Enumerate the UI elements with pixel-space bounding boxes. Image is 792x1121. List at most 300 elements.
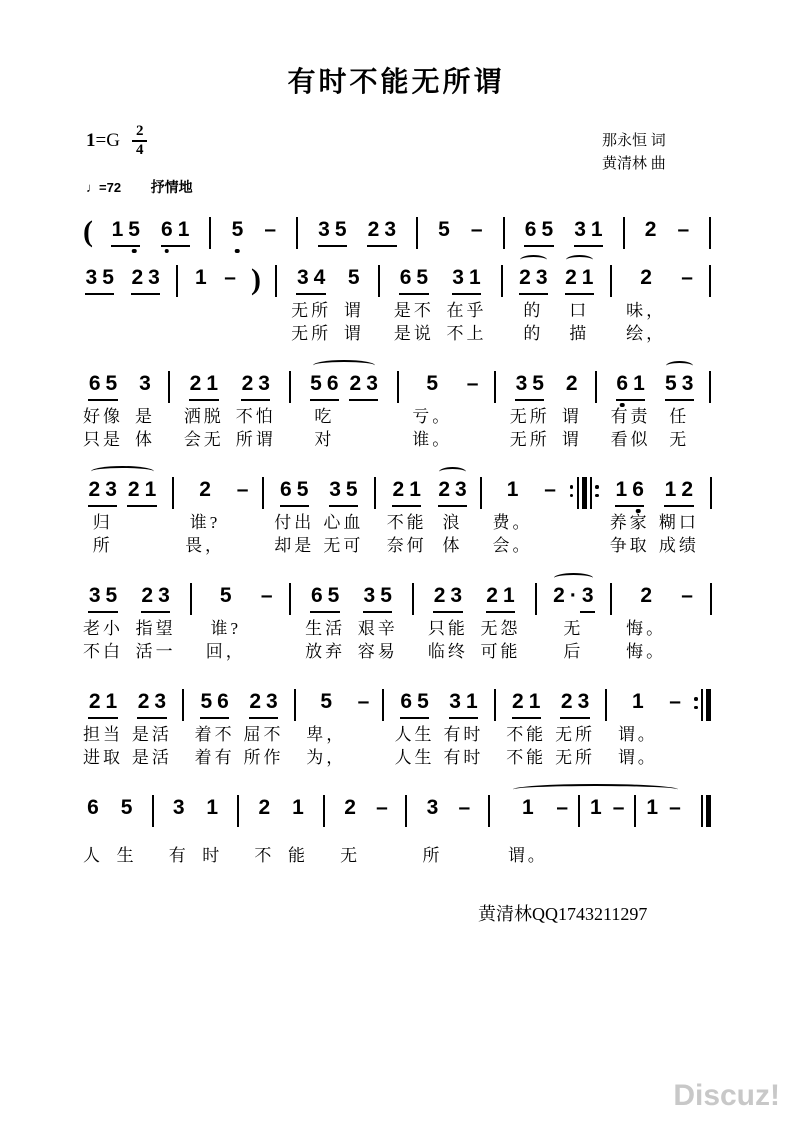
barline	[493, 371, 498, 451]
note-digit: 1	[111, 218, 124, 241]
note-digit: –	[260, 584, 273, 607]
note-digit: 3	[681, 372, 694, 395]
note-group	[132, 689, 172, 769]
note-digit: 2	[640, 584, 652, 607]
bar-line	[289, 371, 291, 403]
lyric: 有	[168, 846, 189, 865]
note-group	[258, 583, 275, 663]
bar-line	[578, 795, 580, 827]
barline	[633, 795, 638, 867]
lyric: 口	[569, 301, 590, 320]
note-group	[355, 689, 372, 769]
bar-line	[610, 265, 612, 297]
barline	[373, 477, 378, 557]
lyric: 时	[202, 846, 223, 865]
note-group	[542, 477, 559, 557]
lyric: 人	[83, 846, 103, 865]
lyric: 味，	[626, 301, 667, 320]
note-group	[109, 217, 142, 251]
note-group	[347, 371, 380, 451]
note-digit: 2	[640, 266, 652, 289]
note-digit: 3	[363, 584, 376, 607]
note-group	[316, 217, 349, 251]
note-digit: 3	[139, 372, 151, 395]
lyric: 无	[669, 430, 690, 449]
note-digit: 3	[577, 690, 590, 713]
note-digit: 5	[532, 372, 544, 395]
discuz-watermark: Discuz!	[673, 1079, 780, 1112]
time-signature	[132, 124, 148, 158]
note-group	[83, 689, 123, 769]
score-line	[80, 251, 716, 345]
note-digit: –	[466, 372, 479, 395]
barline	[609, 583, 614, 663]
note-group	[184, 371, 224, 451]
lyric: 无怨	[480, 619, 521, 638]
note-digit: 2	[438, 478, 451, 501]
note-digit: 5	[102, 266, 114, 289]
note-digit: 3	[574, 218, 586, 241]
note-group	[395, 689, 435, 769]
note-digit: 5	[200, 690, 213, 713]
note-digit: 5	[438, 218, 450, 241]
note-group	[436, 217, 453, 251]
note-group	[659, 477, 699, 557]
lyric: 在乎	[446, 301, 487, 320]
lyric: 容易	[357, 642, 398, 661]
note-group	[229, 217, 246, 251]
lyric: 的	[523, 324, 544, 343]
lyric: 不白	[83, 642, 123, 661]
bar-line	[405, 795, 407, 827]
note-digit: 1	[581, 266, 594, 289]
note-group	[222, 265, 239, 345]
note-group	[374, 795, 391, 867]
note-group	[667, 795, 684, 867]
note-digit: 2	[88, 478, 101, 501]
note-digit: 3	[366, 372, 378, 395]
note-digit: 6	[88, 372, 101, 395]
note-digit: 1	[465, 690, 478, 713]
lyric: 着不	[194, 725, 235, 744]
note-digit: 5	[417, 690, 429, 713]
note-group	[618, 689, 658, 769]
lyric: 指望	[135, 619, 176, 638]
note-digit: 2	[199, 478, 211, 501]
bar-line	[176, 265, 178, 297]
note-digit: 6	[280, 478, 292, 501]
note-digit: 5	[416, 266, 429, 289]
bar-line	[378, 265, 380, 297]
note-digit: 5	[345, 478, 358, 501]
note-digit: 5	[334, 218, 347, 241]
score-line	[80, 569, 716, 663]
note-digit: 2	[512, 690, 524, 713]
note-digit: 1	[144, 478, 157, 501]
parenthesis: (	[83, 215, 93, 248]
note-digit: –	[357, 690, 370, 713]
lyric: 付出	[274, 513, 315, 532]
lyric: 费。	[492, 513, 533, 532]
key-tonic-number: 1	[86, 130, 96, 151]
note-digit: 1	[590, 218, 603, 241]
note-group	[667, 689, 684, 769]
slur-group	[305, 371, 384, 451]
note-group	[510, 371, 550, 451]
lyric: 放弃	[305, 642, 346, 661]
lyric: 无所	[555, 725, 596, 744]
slur-group	[83, 477, 162, 557]
note-group	[480, 583, 520, 663]
barline	[708, 583, 713, 663]
bar-line	[294, 689, 296, 721]
note-digit: 3	[154, 690, 167, 713]
lyric: 后	[563, 642, 584, 661]
note-group	[358, 583, 398, 663]
note-group	[551, 583, 596, 663]
lyric: 活一	[135, 642, 176, 661]
lyric: 担当	[83, 725, 123, 744]
note-group	[610, 477, 650, 557]
note-digit: 6	[326, 372, 339, 395]
note-group	[428, 583, 468, 663]
barline	[404, 795, 409, 867]
bar-line	[172, 477, 174, 509]
lyric: 任	[669, 407, 690, 426]
note-digit: 2	[565, 372, 578, 395]
barline	[533, 583, 538, 663]
repeat-sign	[568, 477, 601, 557]
note-digit: ·	[569, 584, 577, 607]
note-digit: –	[612, 796, 625, 819]
tempo-marking	[86, 177, 193, 197]
lyric: 谓。	[617, 725, 658, 744]
bar-line	[710, 583, 712, 615]
note-digit: 3	[266, 690, 278, 713]
note-digit: 6	[310, 584, 323, 607]
lyric: 有责	[610, 407, 651, 426]
barline	[708, 217, 713, 251]
note-group	[195, 689, 235, 769]
note-group	[506, 689, 546, 769]
note-digit: 1	[502, 584, 515, 607]
note-digit: 6	[630, 477, 647, 503]
note-group	[185, 477, 225, 557]
tempo-value: ♩=72	[86, 180, 122, 195]
note-digit: 6	[524, 218, 537, 241]
bar-line	[382, 689, 384, 721]
bar-line	[275, 265, 277, 297]
bar-line	[190, 583, 192, 615]
lyric: 着有	[194, 748, 235, 767]
note-group	[422, 795, 442, 867]
note-digit: 5	[120, 796, 133, 819]
note-digit: 5	[126, 217, 143, 243]
note-digit: –	[669, 690, 681, 713]
note-digit: 3	[105, 478, 117, 501]
lyric: 悔。	[626, 642, 667, 661]
note-group	[291, 265, 331, 345]
barline	[708, 477, 713, 557]
slur-group	[505, 795, 686, 867]
note-digit: 2	[519, 266, 531, 289]
note-group	[387, 477, 427, 557]
note-digit: 3	[515, 372, 528, 395]
bar-line	[168, 371, 170, 403]
note-group	[117, 795, 137, 867]
note-group	[125, 477, 158, 557]
note-digit: 5	[105, 372, 118, 395]
lyric: 临终	[427, 642, 468, 661]
lyric: 好像	[83, 407, 123, 426]
note-group	[562, 371, 582, 451]
barline	[288, 583, 293, 663]
note-digit: 2	[344, 796, 356, 819]
lyric: 能	[287, 846, 308, 865]
note-group	[626, 265, 666, 345]
lyric: 浪	[442, 513, 463, 532]
lyric: 谓	[561, 407, 582, 426]
lyric: 洒脱	[183, 407, 224, 426]
repeat-sign	[692, 689, 713, 769]
barline	[376, 265, 381, 345]
note-group	[443, 689, 483, 769]
barline	[415, 217, 420, 251]
bar-line	[494, 689, 496, 721]
note-digit: 1	[177, 218, 190, 241]
bar-line	[503, 217, 505, 249]
note-group	[588, 795, 605, 867]
barline	[322, 795, 327, 867]
note-digit: 2	[88, 690, 101, 713]
note-digit: 3	[88, 584, 101, 607]
lyric: 成绩	[658, 536, 699, 555]
note-digit: 2	[349, 372, 362, 395]
lyric: 体	[442, 536, 463, 555]
lyric: 无	[340, 846, 361, 865]
note-digit: 2	[258, 796, 271, 819]
note-group	[129, 265, 162, 345]
note-group	[464, 371, 481, 451]
barline	[501, 217, 506, 251]
lyric: 可能	[480, 642, 521, 661]
lyric: 艰辛	[357, 619, 398, 638]
lyric: 回，	[205, 642, 246, 661]
barline	[274, 265, 279, 345]
note-digit: 1	[409, 478, 421, 501]
note-group	[522, 217, 555, 251]
note-group	[192, 265, 209, 345]
bar-line	[605, 689, 607, 721]
barline	[478, 477, 483, 557]
parenthesis: )	[251, 263, 262, 296]
note-digit: –	[376, 796, 388, 819]
bar-line	[494, 371, 496, 403]
lyric: 谁。	[412, 430, 453, 449]
note-group	[554, 795, 571, 867]
barline	[188, 583, 193, 663]
note-digit: 5	[426, 372, 439, 395]
note-digit: 1	[633, 372, 645, 395]
note-group	[663, 371, 696, 451]
note-digit: 6	[399, 266, 412, 289]
lyricist-credit: 那永恒 词	[602, 133, 666, 149]
note-digit: 3	[258, 372, 270, 395]
lyric: 养家	[609, 513, 650, 532]
note-digit: 1	[521, 796, 534, 819]
note-digit: 2	[553, 584, 565, 607]
bar-line	[610, 583, 612, 615]
barline	[410, 583, 415, 663]
lyric: 心血	[323, 513, 364, 532]
note-group	[169, 795, 189, 867]
repeat-dots	[694, 689, 698, 717]
note-group	[572, 217, 605, 251]
note-digit: 1	[105, 690, 118, 713]
note-digit: 1	[631, 690, 644, 713]
lyric: 畏，	[185, 536, 226, 555]
note-digit: 5	[347, 266, 360, 289]
score-line	[80, 463, 716, 557]
note-group	[344, 265, 364, 345]
note-group	[611, 371, 651, 451]
note-digit: 1	[206, 372, 218, 395]
lyric: 奈何	[386, 536, 427, 555]
note-digit: 3	[172, 796, 185, 819]
note-digit: 3	[426, 796, 439, 819]
bar-line	[595, 371, 597, 403]
barline	[181, 689, 186, 769]
contact-line: 黄清林QQ1743211297	[478, 904, 648, 924]
note-digit: 1	[468, 266, 481, 289]
bar-line	[709, 217, 711, 249]
note-digit: 2	[137, 690, 150, 713]
barline	[171, 477, 176, 557]
note-group	[365, 217, 398, 251]
note-group	[517, 265, 550, 345]
bar-line	[209, 217, 211, 249]
note-digit: 1	[615, 478, 628, 501]
note-digit: 1	[590, 796, 602, 819]
note-digit: 2	[433, 584, 446, 607]
lyric: 老小	[83, 619, 123, 638]
note-group	[274, 477, 314, 557]
note-group	[446, 265, 486, 345]
note-digit: 3	[450, 584, 463, 607]
lyric: 悔。	[626, 619, 667, 638]
lyric: 进取	[83, 748, 123, 767]
lyric: 是说	[393, 324, 434, 343]
lyric: 谓。	[617, 748, 658, 767]
repeat-dots	[570, 477, 574, 505]
note-digit: 6	[87, 796, 99, 819]
lyric: 谓	[561, 430, 582, 449]
bar-line	[374, 477, 376, 509]
expression-marking: 抒情地	[150, 179, 193, 195]
note-group	[436, 477, 469, 557]
bar-line	[709, 371, 711, 403]
note-digit: 3	[318, 218, 330, 241]
note-digit: 5	[219, 584, 232, 607]
note-digit: 2	[127, 478, 140, 501]
note-digit: 2	[241, 372, 254, 395]
note-group	[236, 371, 276, 451]
note-digit: 3	[384, 218, 396, 241]
note-group	[288, 795, 308, 867]
lyric: 谓	[343, 324, 364, 343]
time-signature-denominator: 4	[135, 142, 144, 158]
lyric: 对	[314, 430, 335, 449]
note-digit: 3	[329, 478, 341, 501]
lyric: 无	[563, 619, 584, 638]
bar-line	[237, 795, 239, 827]
note-digit: 1	[206, 796, 219, 819]
barline	[604, 689, 609, 769]
lyric: 不能	[506, 725, 547, 744]
barline	[708, 371, 713, 451]
lyric: 不能	[506, 748, 547, 767]
note-group	[675, 217, 692, 251]
note-digit: 3	[449, 690, 461, 713]
bar-line	[412, 583, 414, 615]
note-digit: 3	[452, 266, 464, 289]
note-digit: 6	[217, 690, 229, 713]
barline	[292, 689, 297, 769]
lyric: 是活	[131, 725, 172, 744]
bar-line	[289, 583, 291, 615]
barline	[577, 795, 582, 867]
barline	[208, 217, 213, 251]
note-digit: 4	[313, 266, 326, 289]
lyric: 所作	[243, 748, 284, 767]
note-digit: 1	[194, 266, 207, 289]
note-group	[244, 689, 284, 769]
lyric: 的	[523, 301, 544, 320]
note-group	[202, 795, 222, 867]
lyric: 争取	[609, 536, 650, 555]
lyric: 所谓	[235, 430, 276, 449]
score	[80, 203, 716, 867]
note-digit: 5	[541, 218, 554, 241]
score-line	[80, 781, 716, 867]
note-group	[83, 795, 103, 867]
note-digit: 6	[614, 371, 631, 397]
lyric: 有时	[443, 748, 484, 767]
bar-line	[480, 477, 482, 509]
note-digit: 2	[560, 690, 573, 713]
lyric: 会无	[183, 430, 224, 449]
note-group	[610, 795, 627, 867]
note-digit: 1	[646, 796, 659, 819]
lyric: 谁?	[189, 513, 221, 532]
note-group	[394, 265, 434, 345]
final-barline	[700, 795, 713, 867]
lyric: 人生	[394, 748, 435, 767]
note-group	[83, 265, 116, 345]
lyric: 吃	[314, 407, 335, 426]
note-digit: 3	[296, 266, 309, 289]
note-digit: 3	[579, 583, 596, 609]
lyric: 人生	[394, 725, 435, 744]
note-digit: –	[264, 218, 277, 241]
note-group	[135, 371, 155, 451]
note-group	[563, 265, 596, 345]
note-digit: 5	[296, 478, 309, 501]
score-line	[80, 357, 716, 451]
note-group	[340, 795, 360, 867]
lyric: 所	[422, 846, 443, 865]
barline	[288, 371, 293, 451]
